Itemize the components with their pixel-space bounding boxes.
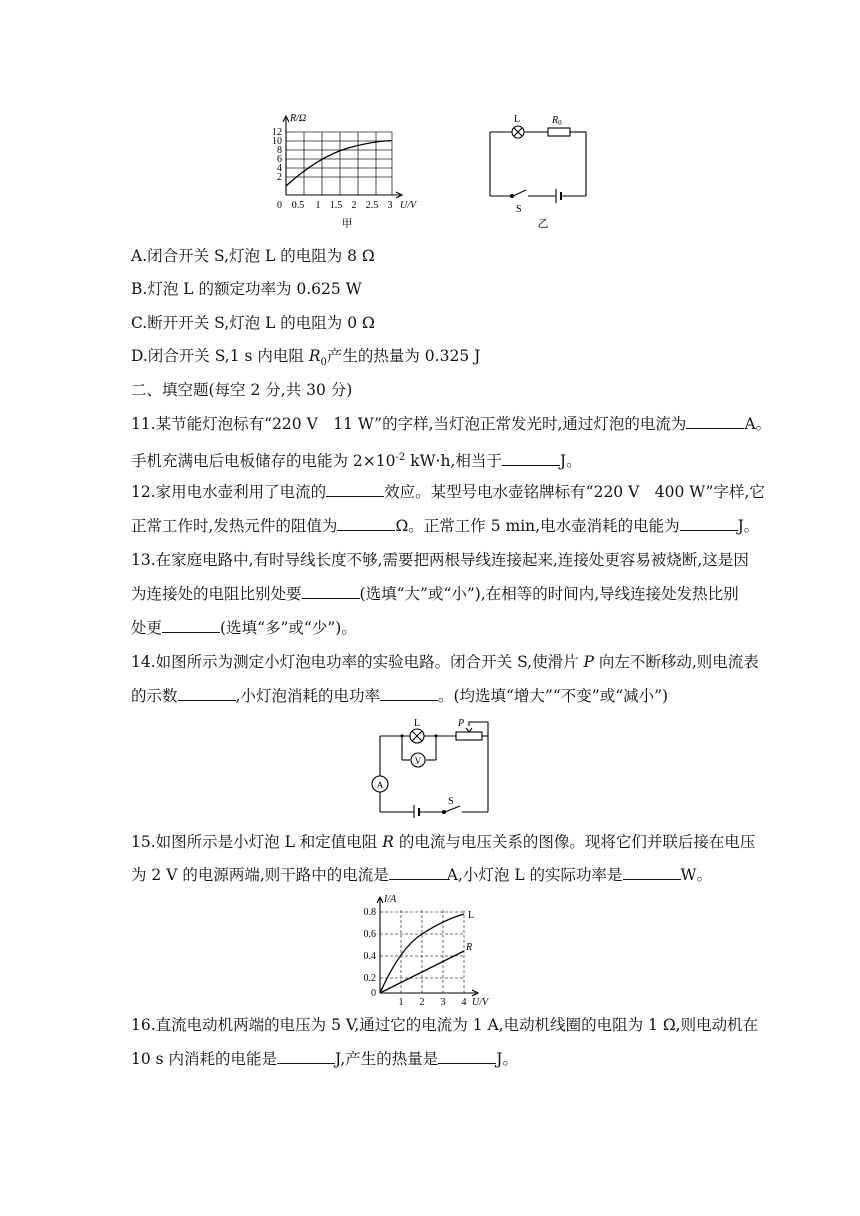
- q15-x-tick: 1: [398, 997, 404, 1008]
- q15-line2: 为 2 V 的电源两端,则干路中的电流是 A,小灯泡 L 的实际功率是 W。: [131, 866, 712, 884]
- answer-blank[interactable]: [623, 865, 681, 880]
- jia-y-tick: 10: [272, 136, 282, 147]
- q13-line3: 处更 (选填“多”或“少”)。: [131, 619, 357, 637]
- answer-blank[interactable]: [380, 686, 438, 701]
- q15-x-label: U/V: [472, 997, 489, 1008]
- answer-blank[interactable]: [686, 414, 744, 429]
- option-c: C.断开开关 S,灯泡 L 的电阻为 0 Ω: [131, 314, 375, 332]
- q13-line1: 13.在家庭电路中,有时导线长度不够,需要把两根导线连接起来,连接处更容易被烧断,这是因: [131, 551, 749, 569]
- answer-blank[interactable]: [277, 1049, 335, 1064]
- yi-caption: 乙: [537, 218, 549, 230]
- jia-x-label: U/V: [400, 200, 417, 211]
- q12-line1: 12.家用电水壶利用了电流的 效应。某型号电水壶铭牌标有“220 V 400 W”字样,它: [131, 483, 765, 501]
- jia-x-tick: 1: [315, 200, 321, 211]
- figure-yi-circuit: [482, 108, 602, 234]
- figure-jia-graph: [268, 108, 428, 234]
- jia-x-tick: 0.5: [291, 200, 305, 211]
- jia-y-label: R/Ω: [290, 113, 307, 124]
- q14-lamp-label: L: [414, 718, 421, 729]
- yi-switch-label: S: [516, 204, 522, 215]
- jia-y-tick: 8: [277, 145, 282, 156]
- q15-x-tick: 3: [440, 997, 446, 1008]
- q15-line1: 15.如图所示是小灯泡 L 和定值电阻 R 的电流与电压关系的图像。现将它们并联后接在电压: [131, 833, 756, 851]
- q16-line2: 10 s 内消耗的电能是 J,产生的热量是 J。: [131, 1050, 518, 1068]
- q12-line2: 正常工作时,发热元件的阻值为 Ω。正常工作 5 min,电水壶消耗的电能为 J。: [131, 517, 760, 535]
- q13-line2: 为连接处的电阻比别处要 (选填“大”或“小”),在相等的时间内,导线连接处发热比别: [131, 585, 739, 603]
- q15-series-r-label: R: [466, 942, 473, 953]
- jia-x-tick: 2.5: [365, 200, 379, 211]
- jia-x-tick: 1.5: [329, 200, 343, 211]
- answer-blank[interactable]: [326, 482, 384, 497]
- answer-blank[interactable]: [389, 865, 447, 880]
- q14-line2: 的示数 ,小灯泡消耗的电功率 。(均选填“增大”“不变”或“减小”): [131, 687, 669, 705]
- q15-y-tick: 0.4: [363, 951, 376, 962]
- q15-y-label: I/A: [384, 894, 397, 905]
- answer-blank[interactable]: [302, 584, 360, 599]
- jia-caption: 甲: [341, 218, 353, 230]
- option-b: B.灯泡 L 的额定功率为 0.625 W: [131, 280, 362, 298]
- jia-y-tick: 6: [277, 154, 282, 165]
- q15-y-tick: 0.8: [363, 907, 376, 918]
- option-d: D.闭合开关 S,1 s 内电阻 $R_0$产生的热量为 0.325 J: [131, 347, 481, 369]
- jia-y-tick: 12: [272, 127, 282, 138]
- jia-x-tick: 3: [387, 200, 393, 211]
- section-heading: 二、填空题(每空 2 分,共 30 分): [131, 381, 353, 399]
- q15-y-tick: 0.2: [363, 973, 376, 984]
- q15-x-tick: 2: [419, 997, 425, 1008]
- figure-q14-circuit: [362, 714, 498, 818]
- q14-voltmeter-label: V: [414, 756, 422, 766]
- answer-blank[interactable]: [438, 1049, 496, 1064]
- q15-series-l-label: L: [468, 910, 475, 921]
- q16-line1: 16.直流电动机两端的电压为 5 V,通过它的电流为 1 A,电动机线圈的电阻为 1 Ω,则电动机在: [131, 1016, 759, 1034]
- answer-blank[interactable]: [337, 516, 395, 531]
- q15-y-tick: 0.6: [363, 929, 376, 940]
- jia-y-tick: 0: [277, 200, 282, 211]
- jia-y-tick: 4: [277, 163, 282, 174]
- q14-rheostat-label: P: [458, 718, 465, 729]
- q15-x-tick: 4: [461, 997, 467, 1008]
- q14-switch-label: S: [448, 796, 454, 807]
- answer-blank[interactable]: [680, 516, 738, 531]
- jia-x-tick: 2: [351, 200, 357, 211]
- q15-y-tick: 0: [371, 988, 376, 999]
- option-a: A.闭合开关 S,灯泡 L 的电阻为 8 Ω: [131, 247, 375, 265]
- answer-blank[interactable]: [502, 451, 560, 466]
- q14-line1: 14.如图所示为测定小灯泡电功率的实验电路。闭合开关 S,使滑片 P 向左不断移动,则电流表: [131, 653, 759, 671]
- answer-blank[interactable]: [162, 618, 220, 633]
- yi-resistor-label: $R_0$: [552, 115, 562, 127]
- jia-y-tick: 2: [277, 172, 282, 183]
- figure-q15-graph: [358, 890, 508, 1008]
- answer-blank[interactable]: [178, 686, 236, 701]
- q11-line2: 手机充满电后电板储存的电能为 $2\times 10^{-2}$ kW·h,相当于 J。: [131, 452, 582, 471]
- q11-line1: 11.某节能灯泡标有“220 V 11 W”的字样,当灯泡正常发光时,通过灯泡的电流为 A。: [131, 415, 772, 433]
- yi-lamp-label: L: [514, 114, 521, 125]
- q14-ammeter-label: A: [376, 780, 384, 790]
